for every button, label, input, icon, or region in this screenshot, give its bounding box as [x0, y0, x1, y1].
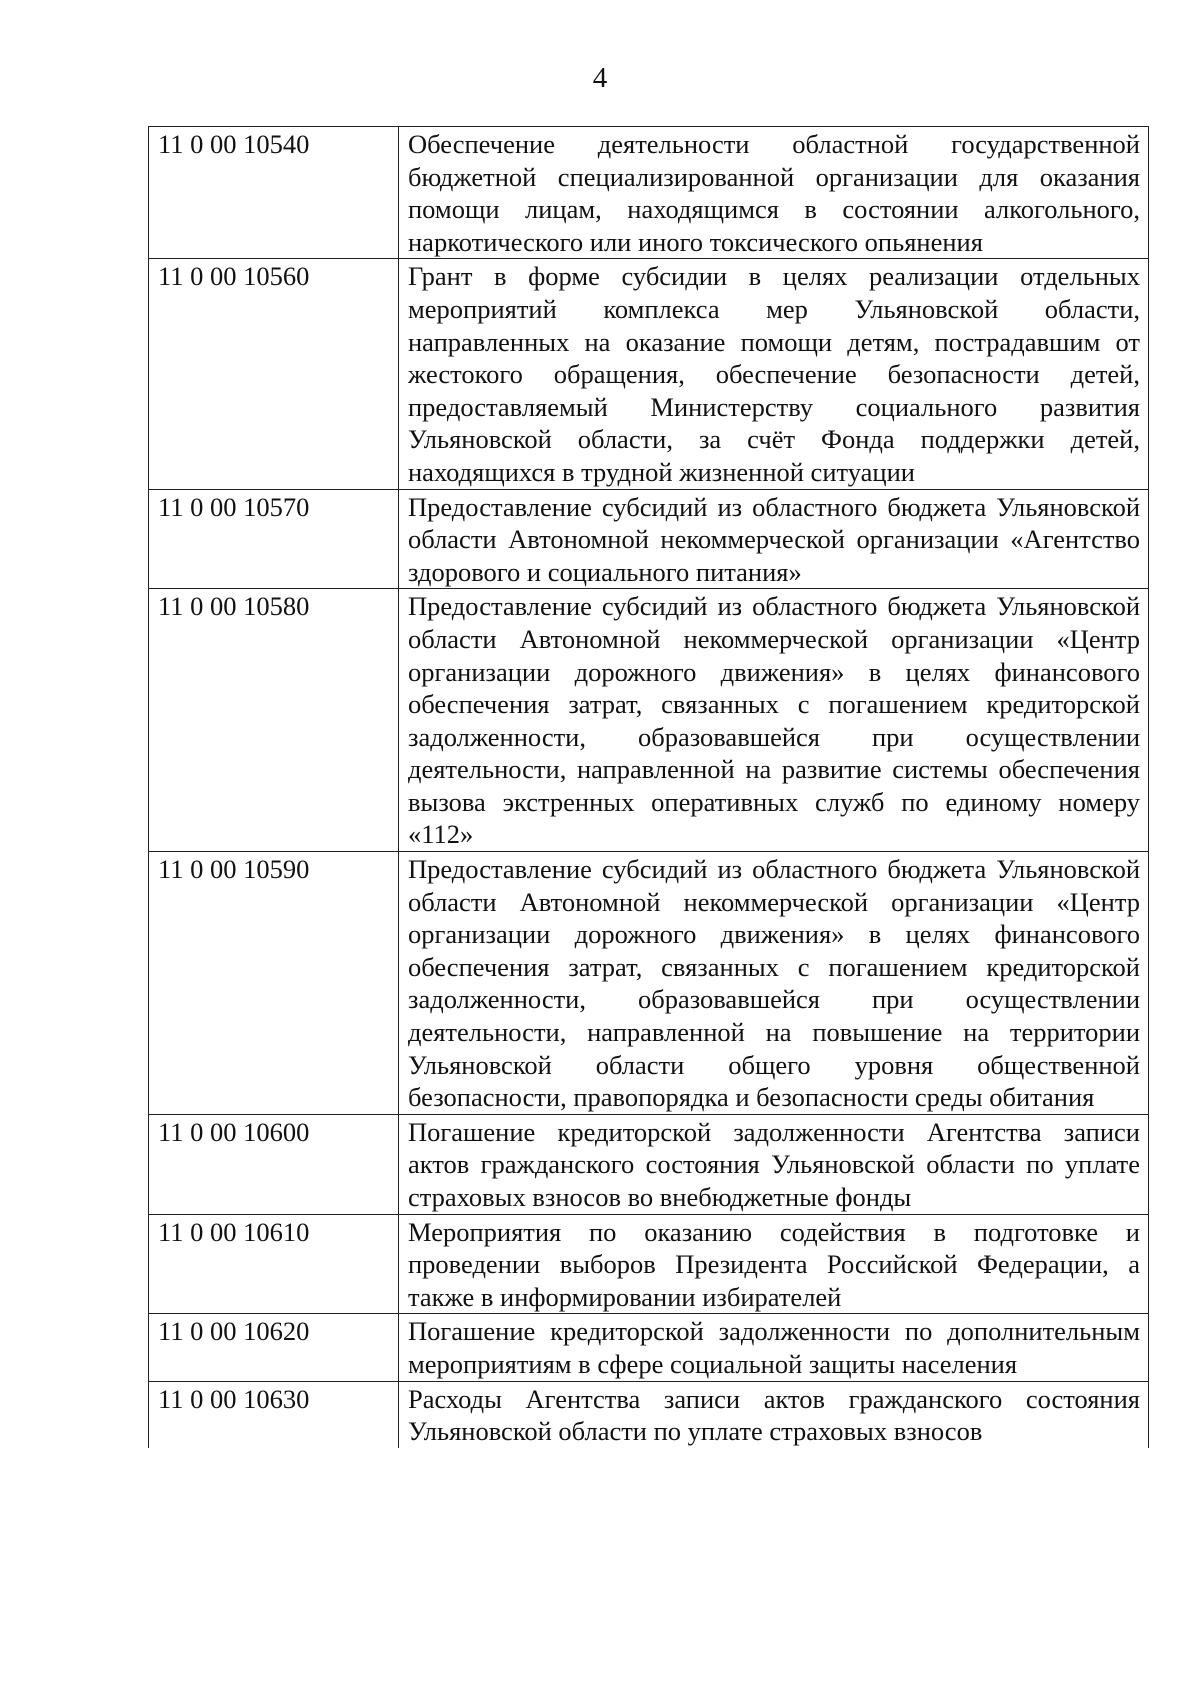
row-description: Грант в форме субсидии в целях реализации отдельных мероприятий комплекса мер Ульяновской области, направленных на оказание помощи детям, пострадавшим от жестокого обращения, обеспечение безопасности детей, предоставляемый Министерству социального развития Ульяновской области, за счёт Фонда поддержки детей, находящихся в трудной жизненной ситуации — [399, 259, 1149, 489]
row-code: 11 0 00 10540 — [149, 127, 399, 259]
row-description: Предоставление субсидий из областного бюджета Ульяновской области Автономной некоммерческой организации «Центр организации дорожного движения» в целях финансового обеспечения затрат, связанных с погашением кредиторской задолженности, образовавшейся при осуществлении деятельности, направленной на развитие системы обеспечения вызова экстренных оперативных служб по единому номеру «112» — [399, 589, 1149, 852]
row-description: Погашение кредиторской задолженности по дополнительным мероприятиям в сфере социальной защиты населения — [399, 1314, 1149, 1381]
row-code: 11 0 00 10560 — [149, 259, 399, 489]
table-row — [149, 1314, 1149, 1381]
row-description: Мероприятия по оказанию содействия в подготовке и проведении выборов Президента Российской Федерации, а также в информировании избирателей — [399, 1214, 1149, 1314]
page-number: 4 — [592, 62, 608, 94]
row-description: Обеспечение деятельности областной государственной бюджетной специализированной организации для оказания помощи лицам, находящимся в состоянии алкогольного, наркотического или иного токсического опьянения — [399, 127, 1149, 259]
row-code: 11 0 00 10600 — [149, 1114, 399, 1214]
table-row — [149, 1381, 1149, 1448]
row-description: Расходы Агентства записи актов гражданского состояния Ульяновской области по уплате страховых взносов — [399, 1381, 1149, 1448]
row-code: 11 0 00 10580 — [149, 589, 399, 852]
row-description: Погашение кредиторской задолженности Агентства записи актов гражданского состояния Ульяновской области по уплате страховых взносов во внебюджетные фонды — [399, 1114, 1149, 1214]
row-code: 11 0 00 10610 — [149, 1214, 399, 1314]
table-row — [149, 489, 1149, 589]
table-row — [149, 127, 1149, 259]
table-row — [149, 589, 1149, 852]
table-row — [149, 852, 1149, 1115]
table-row — [149, 1214, 1149, 1314]
row-code: 11 0 00 10590 — [149, 852, 399, 1115]
row-code: 11 0 00 10570 — [149, 489, 399, 589]
row-code: 11 0 00 10620 — [149, 1314, 399, 1381]
row-description: Предоставление субсидий из областного бюджета Ульяновской области Автономной некоммерческой организации «Центр организации дорожного движения» в целях финансового обеспечения затрат, связанных с погашением кредиторской задолженности, образовавшейся при осуществлении деятельности, направленной на повышение на территории Ульяновской области общего уровня общественной безопасности, правопорядка и безопасности среды обитания — [399, 852, 1149, 1115]
row-description: Предоставление субсидий из областного бюджета Ульяновской области Автономной некоммерческой организации «Агентство здорового и социального питания» — [399, 489, 1149, 589]
budget-codes-table — [148, 126, 1149, 1448]
table-row — [149, 259, 1149, 489]
table-row — [149, 1114, 1149, 1214]
row-code: 11 0 00 10630 — [149, 1381, 399, 1448]
